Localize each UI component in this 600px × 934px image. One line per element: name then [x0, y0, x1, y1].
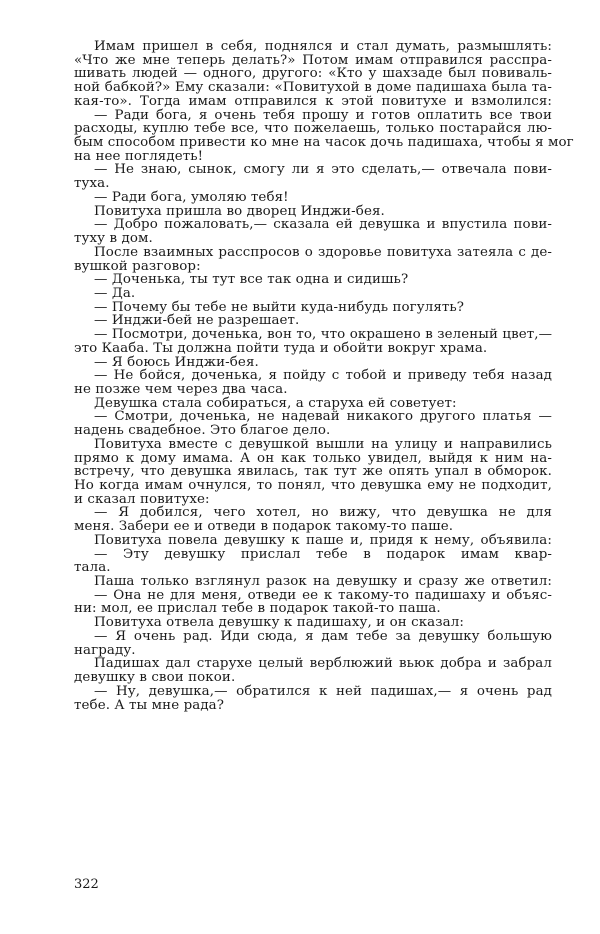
text-line: — Я боюсь Инджи-бея.: [94, 354, 259, 370]
text-line: ной бабкой?» Ему сказали: «Повитухой в доме падишаха была та-: [74, 80, 552, 96]
text-line: — Почему бы тебе не выйти куда-нибудь погулять?: [94, 299, 465, 315]
text-line: Девушка стала собираться, а старуха ей советует:: [94, 395, 457, 411]
text-line: — Инджи-бей не разрешает.: [94, 313, 300, 329]
text-line: — Ради бога, умоляю тебя!: [94, 189, 289, 205]
text-line: вушкой разговор:: [74, 258, 201, 274]
text-line: — Я очень рад. Иди сюда, я дам тебе за девушку большую: [94, 628, 552, 644]
text-line: и сказал повитухе:: [74, 491, 210, 507]
text-line: — Смотри, доченька, не надевай никакого другого платья —: [94, 409, 552, 425]
text-line: расходы, куплю тебе все, что пожелаешь, только постарайся лю-: [74, 121, 552, 137]
page-body: [74, 39, 574, 713]
text-line: это Кааба. Ты должна пойти туда и обойти вокруг храма.: [74, 340, 488, 356]
text-line: меня. Забери ее и отведи в подарок такому-то паше.: [74, 519, 454, 535]
text-line: Повитуха повела девушку к паше и, придя к нему, объявила:: [94, 532, 552, 548]
text-line: Повитуха отвела девушку к падишаху, и он сказал:: [94, 615, 464, 631]
text-line: Но когда имам очнулся, то понял, что девушка ему не подходит,: [74, 478, 552, 493]
text-line: встречу, что девушка явилась, так тут же опять упал в обморок.: [74, 464, 552, 480]
text-line: — Эту девушку прислал тебе в подарок имам квар-: [94, 546, 552, 562]
text-line: — Добро пожаловать,— сказала ей девушка и впустила пови-: [94, 217, 552, 233]
text-line: — Да.: [94, 285, 136, 301]
text-line: бым способом привести ко мне на часок дочь падишаха, чтобы я мог: [74, 135, 574, 151]
page-number: 322: [74, 877, 99, 892]
text-line: шивать людей — одного, другого: «Кто у шахзаде был повиваль-: [74, 66, 552, 82]
text-line: Падишах дал старухе целый верблюжий вьюк добра и забрал: [94, 656, 552, 672]
text-line: Имам пришел в себя, поднялся и стал думать, размышлять:: [94, 39, 552, 54]
text-line: девушку в свои покои.: [74, 670, 236, 686]
text-line: — Доченька, ты тут все так одна и сидишь?: [94, 272, 409, 288]
text-line: туха.: [74, 176, 110, 192]
text-line: После взаимных расспросов о здоровье повитуха затеяла с де-: [94, 244, 552, 260]
text-line: — Она не для меня, отведи ее к такому-то падишаху и объяс-: [94, 587, 552, 603]
text-line: — Я добился, чего хотел, но вижу, что девушка не для: [94, 505, 552, 521]
text-line: кая-то». Тогда имам отправился к этой повитухе и взмолился:: [74, 93, 552, 109]
text-line: на нее поглядеть!: [74, 148, 204, 164]
text-line: туху в дом.: [74, 231, 153, 247]
text-line: — Не знаю, сынок, смогу ли я это сделать,— отвечала пови-: [94, 162, 552, 178]
text-line: прямо к дому имама. А он как только увидел, выйдя к ним на-: [74, 450, 552, 466]
text-line: награду.: [74, 642, 136, 658]
text-line: — Не бойся, доченька, я пойду с тобой и приведу тебя назад: [94, 368, 552, 384]
text-line: ни: мол, ее прислал тебе в подарок такой-то паша.: [74, 601, 441, 617]
text-line: надень свадебное. Это благое дело.: [74, 423, 331, 439]
text-line: — Посмотри, доченька, вон то, что окрашено в зеленый цвет,—: [94, 327, 553, 343]
text-line: Повитуха пришла во дворец Инджи-бея.: [94, 203, 385, 219]
text-line: тебе. А ты мне рада?: [74, 697, 225, 713]
text-line: Повитуха вместе с девушкой вышли на улицу и направились: [94, 436, 552, 452]
text-line: — Ну, девушка,— обратился к ней падишах,— я очень рад: [94, 683, 552, 699]
text-line: «Что же мне теперь делать?» Потом имам отправился расспра-: [74, 52, 552, 68]
text-line: тала.: [74, 560, 111, 576]
text-line: Паша только взглянул разок на девушку и сразу же ответил:: [94, 574, 552, 590]
text-line: не позже чем через два часа.: [74, 381, 288, 397]
text-line: — Ради бога, я очень тебя прошу и готов оплатить все твои: [94, 107, 552, 123]
